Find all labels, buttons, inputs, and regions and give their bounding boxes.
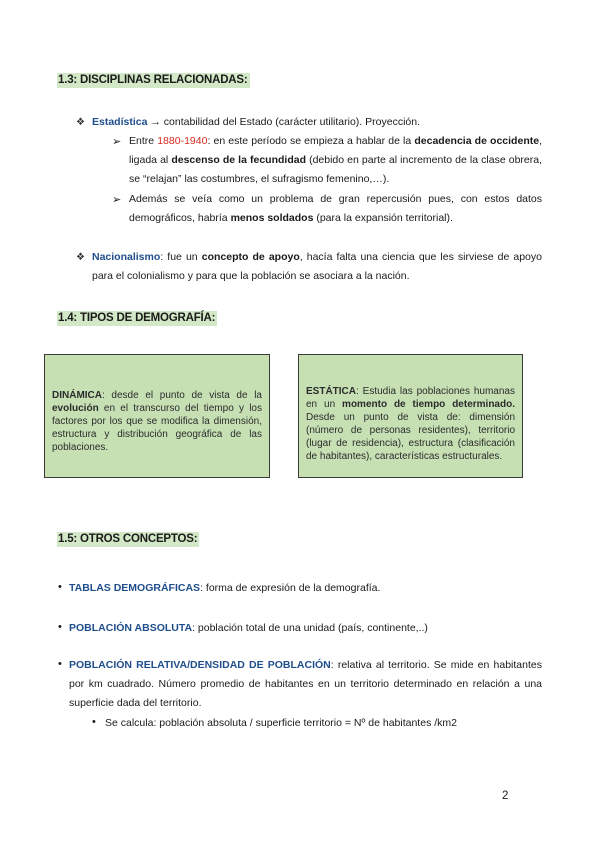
years-range: 1880-1940	[157, 135, 208, 147]
se-calcula-item: Se calcula: población absoluta / superficie territorio = Nº de habitantes /km2	[105, 717, 457, 729]
text-run: : desde el punto de vista de la	[102, 390, 262, 401]
estatica-term: ESTÁTICA	[306, 386, 356, 397]
arrow-bullet: ➢	[112, 136, 122, 148]
nacionalismo-term: Nacionalismo	[92, 251, 161, 263]
dot-bullet: •	[58, 581, 62, 593]
decadencia-paragraph	[129, 132, 542, 189]
text-run: en el transcurso del tiempo y los factores por los que se modifica la dimensión, estructura y distribución geográfica de las poblaciones.	[52, 403, 262, 453]
text-run: : forma de expresión de la demografía.	[200, 582, 381, 594]
section-heading-1-4: 1.4: TIPOS DE DEMOGRAFÍA:	[58, 312, 216, 324]
text-run: : población total de una unidad (país, continente,..)	[192, 622, 428, 634]
section-heading-1-5: 1.5: OTROS CONCEPTOS:	[58, 533, 198, 545]
dot-bullet: •	[58, 658, 62, 670]
text-run: Además se veía como un problema de gran repercusión pues, con estos datos demográficos, habría	[129, 193, 542, 224]
text-run: Desde un punto de vista de: dimensión (número de personas residentes), territorio (lugar de residencia), estructura (clasificación de habitantes), características estructurales.	[306, 412, 515, 462]
text-run: : Estudia las poblaciones humanas en un	[306, 386, 515, 410]
decadencia-bold: decadencia de occidente	[414, 135, 540, 147]
nacionalismo-item	[92, 248, 542, 286]
dot-bullet: •	[58, 621, 62, 633]
soldados-bold: menos soldados	[230, 212, 314, 224]
poblacion-relativa-item	[69, 656, 542, 713]
diamond-bullet: ❖	[76, 252, 85, 263]
text-run: : en este período se empieza a hablar de la	[207, 135, 415, 147]
page-number: 2	[502, 790, 509, 802]
estadistica-item	[92, 113, 542, 132]
tablas-term: TABLAS DEMOGRÁFICAS	[69, 582, 201, 594]
estadistica-term: Estadística	[92, 116, 148, 128]
tablas-item	[69, 579, 542, 598]
dinamica-box	[44, 354, 270, 478]
evolucion-bold: evolución	[52, 403, 99, 414]
text-run: , hacía falta una ciencia que les sirviese de apoyo para el colonialismo y para que la población se asociara a la nación.	[92, 251, 542, 282]
soldados-paragraph	[129, 190, 542, 228]
arrow-bullet: ➢	[112, 194, 122, 206]
poblacion-absoluta-term: POBLACIÓN ABSOLUTA	[69, 622, 193, 634]
text-run: : fue un	[160, 251, 202, 263]
dinamica-term: DINÁMICA	[52, 390, 102, 401]
momento-bold: momento de tiempo determinado.	[342, 399, 515, 410]
text-run: (para la expansión territorial).	[313, 212, 453, 224]
poblacion-relativa-term: POBLACIÓN RELATIVA/DENSIDAD DE POBLACIÓN	[69, 659, 331, 671]
poblacion-absoluta-item	[69, 619, 542, 638]
estadistica-text: → contabilidad del Estado (carácter utilitario). Proyección.	[147, 116, 420, 128]
diamond-bullet: ❖	[76, 117, 85, 128]
text-run: , ligada al	[129, 135, 542, 166]
dot-bullet: •	[92, 716, 96, 728]
concepto-bold: concepto de apoyo	[201, 251, 300, 263]
text-run: (debido en parte al incremento de la clase obrera, se “relajan” las costumbres, el sufragismo femenino,…).	[129, 154, 543, 185]
text-run: Entre	[129, 135, 158, 147]
descenso-bold: descenso de la fecundidad	[171, 154, 307, 166]
section-heading-1-3: 1.3: DISCIPLINAS RELACIONADAS:	[58, 74, 248, 86]
text-run: : relativa al territorio. Se mide en habitantes por km cuadrado. Número promedio de habitantes en un territorio determinado en relación a una superficie dada del territorio.	[69, 659, 542, 709]
estatica-box	[298, 354, 523, 478]
